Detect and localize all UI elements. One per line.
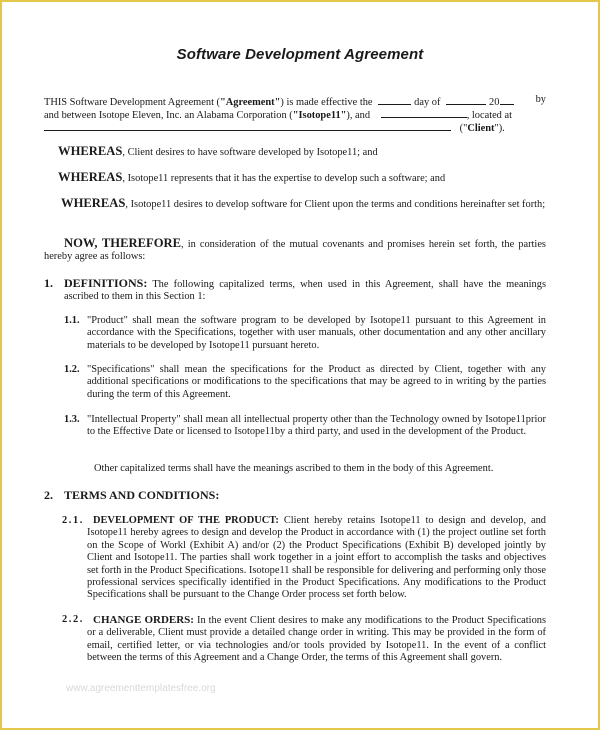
section-2-number: 2. xyxy=(44,488,53,502)
item-1-1-number: 1.1. xyxy=(64,315,80,326)
item-1-3-text: "Intellectual Property" shall mean all intellectual property other than the Technology owned by Isotope11prior to the Effective Date or licensed to Isotope11by a third party, and used in the development of the Product. xyxy=(87,414,546,438)
watermark: www.agreementtemplatesfree.org xyxy=(66,683,216,694)
intro-line-2: and between Isotope Eleven, Inc. an Alabama Corporation ("Isotope11"), and , located at xyxy=(44,107,546,120)
item-1-3-number: 1.3. xyxy=(64,414,80,425)
year-blank[interactable] xyxy=(500,94,514,105)
section-2-title: TERMS AND CONDITIONS: xyxy=(64,488,220,502)
item-2-1-number: 2.1. xyxy=(62,515,84,526)
intro-paragraph xyxy=(44,94,546,133)
client-name-blank[interactable] xyxy=(381,107,467,118)
day-blank[interactable] xyxy=(378,94,411,105)
whereas-2: WHEREAS, Isotope11 represents that it has the expertise to develop such a software; and xyxy=(58,170,446,184)
item-1-1-text: "Product" shall mean the software program to be developed by Isotope11 pursuant to this Agreement in accordance with the Specifications, together with user manuals, other documentation and any other ancillary materials to be developed by Isotope11 pursuant hereto. xyxy=(87,315,546,351)
therefore-clause: NOW, THEREFORE, in consideration of the mutual covenants and promises herein set forth, the parties hereby agree as follows: xyxy=(44,236,546,263)
section-1-closing: Other capitalized terms shall have the meanings ascribed to them in the body of this Agreement. xyxy=(94,463,494,474)
whereas-1: WHEREAS, Client desires to have software developed by Isotope11; and xyxy=(58,144,378,158)
client-address-blank[interactable] xyxy=(44,120,451,131)
section-1-number: 1. xyxy=(44,276,53,290)
month-blank[interactable] xyxy=(446,94,486,105)
item-1-2-text: "Specifications" shall mean the specifications for the Product as directed by Client, together with any additional specifications or modifications to the specifications that may be agreed to in writing by the parties during the term of this Agreement. xyxy=(87,364,546,400)
item-1-2-number: 1.2. xyxy=(64,364,80,375)
item-2-1-text: DEVELOPMENT OF THE PRODUCT: Client hereby retains Isotope11 to design and develop, and Isotope11 hereby agrees to design and develop the Product in accordance with (1) the project outline set forth on the Scope of Workl (Exhibit A) and/or (2) the Product Specifications (Exhibit B) developed jointly by Client and Isotope11. The parties shall work together in a joint effort to accomplish the tasks and objectives set forth in the Product Specifications. Isotope11 shall be responsible for delivering and performing only those professional services specifically identified in the Product Specifications. Any modifications to the Product Specifications shall be pursuant to the Change Order process set forth below. xyxy=(87,515,547,601)
intro-line-1: THIS Software Development Agreement ("Agreement") is made effective the day of 20 by xyxy=(44,94,546,108)
document-title: Software Development Agreement xyxy=(176,46,424,63)
item-2-2-text: CHANGE ORDERS: In the event Client desires to make any modifications to the Product Specifications or a deliverable, Client must provide a detailed change order in writing. This may be provided in the form of email, certified letter, or via technologies and/or tools provided by Isotope11. In the event of a conflict between the terms of this Agreement and a Change Order, the terms of this Agreement shall govern. xyxy=(87,614,546,664)
item-2-2-number: 2.2. xyxy=(62,614,84,625)
intro-line-3: ("Client"). xyxy=(44,120,546,133)
whereas-3: WHEREAS, Isotope11 desires to develop software for Client upon the terms and conditions hereinafter set forth; xyxy=(61,196,546,210)
section-1-intro: DEFINITIONS: The following capitalized terms, when used in this Agreement, shall have the meanings ascribed to them in this Section 1: xyxy=(64,276,546,303)
